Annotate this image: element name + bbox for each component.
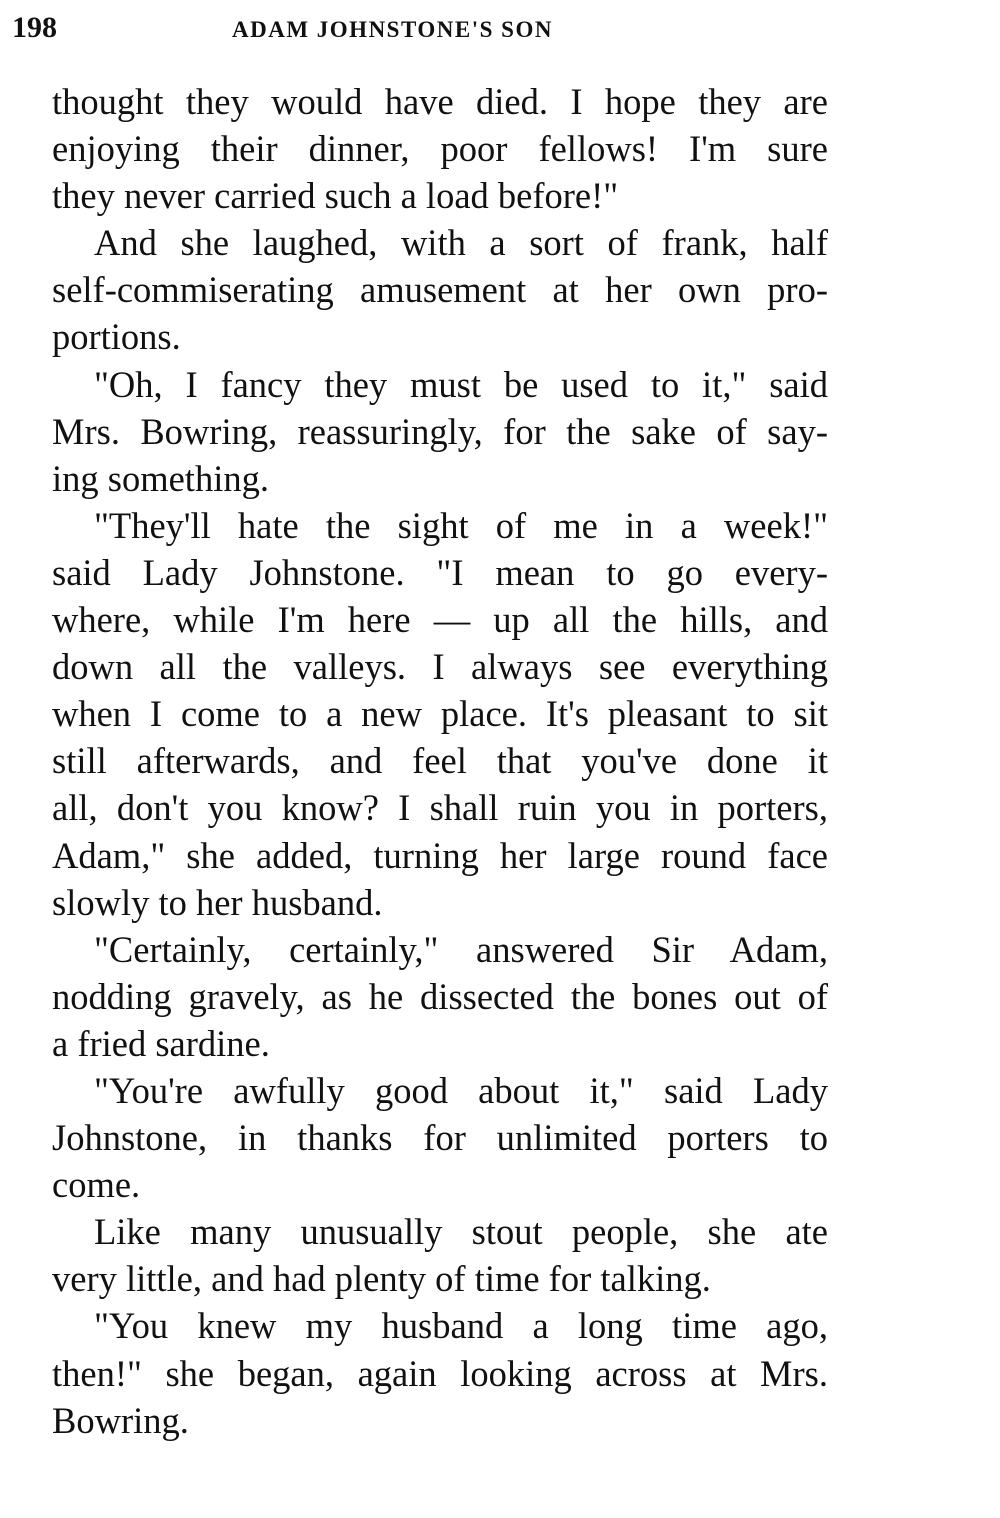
paragraph: [10, 78, 828, 219]
paragraph: [10, 926, 828, 1067]
text-line: Mrs. Bowring, reassuringly, for the sake of say-: [52, 410, 828, 452]
text-line: "Oh, I fancy they must be used to it," said: [94, 363, 828, 405]
paragraph: [10, 219, 828, 360]
text-line: "They'll hate the sight of me in a week!": [94, 504, 828, 546]
text-line: then!" she began, again looking across at Mrs.: [52, 1352, 828, 1394]
text-line: enjoying their dinner, poor fellows! I'm sure: [52, 128, 828, 170]
text-line: And she laughed, with a sort of frank, half: [94, 222, 828, 264]
paragraph: [10, 1208, 828, 1302]
text-line: nodding gravely, as he dissected the bones out of: [52, 975, 828, 1017]
text-line: they never carried such a load before!": [52, 175, 619, 217]
text-line: down all the valleys. I always see everything: [52, 646, 828, 688]
text-line: portions.: [52, 316, 181, 358]
text-line: said Lady Johnstone. "I mean to go every-: [52, 551, 828, 593]
text-line: "Certainly, certainly," answered Sir Adam,: [94, 928, 828, 970]
text-line: still afterwards, and feel that you've done it: [52, 740, 828, 782]
text-line: when I come to a new place. It's pleasant to sit: [52, 693, 828, 735]
running-title: ADAM JOHNSTONE'S SON: [232, 17, 553, 42]
text-line: come.: [52, 1164, 141, 1206]
text-line: Adam," she added, turning her large round face: [52, 834, 828, 876]
text-line: all, don't you know? I shall ruin you in porters,: [52, 787, 828, 829]
text-line: Like many unusually stout people, she ate: [94, 1211, 828, 1253]
text-line: "You knew my husband a long time ago,: [94, 1305, 828, 1347]
text-line: thought they would have died. I hope they are: [52, 81, 828, 122]
text-line: ing something.: [52, 457, 269, 499]
text-line: very little, and had plenty of time for talking.: [52, 1258, 711, 1300]
body-text: [10, 78, 828, 1444]
running-head: [12, 10, 832, 50]
paragraph: [10, 1067, 828, 1208]
text-line: Johnstone, in thanks for unlimited porters to: [52, 1117, 828, 1159]
paragraph: [10, 361, 828, 502]
text-line: where, while I'm here — up all the hills, and: [52, 599, 828, 641]
text-line: Bowring.: [52, 1399, 189, 1441]
text-line: a fried sardine.: [52, 1022, 270, 1064]
text-line: slowly to her husband.: [52, 881, 383, 923]
paragraph: [10, 502, 828, 926]
paragraph: [10, 1302, 828, 1443]
text-line: self-commiserating amusement at her own pro-: [52, 269, 828, 311]
text-line: "You're awfully good about it," said Lady: [94, 1069, 828, 1111]
page-number: 198: [12, 11, 57, 44]
